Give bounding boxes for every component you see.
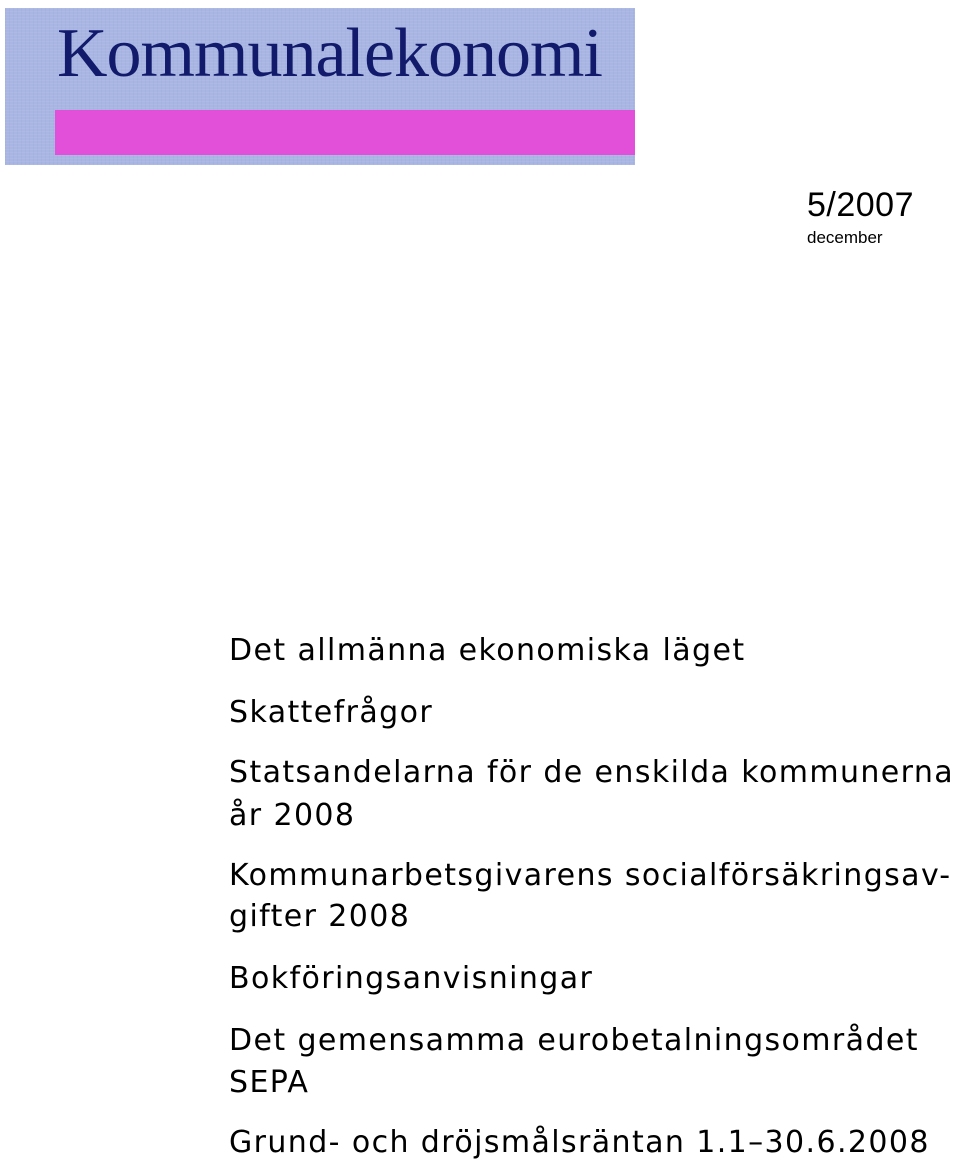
- contents-item-3-line-2: år 2008: [229, 798, 356, 833]
- contents-item-4: Kommunarbetsgivarens socialförsäkringsav-: [229, 858, 952, 893]
- issue-number: 5/2007: [807, 186, 914, 224]
- contents-item-5: Bokföringsanvisningar: [229, 961, 594, 996]
- issue-info: [807, 186, 914, 248]
- masthead-logo: [5, 8, 635, 165]
- contents-item-4-line-2: gifter 2008: [229, 899, 411, 934]
- issue-month: december: [807, 228, 883, 247]
- contents-item-3: Statsandelarna för de enskilda kommunerna: [229, 755, 955, 790]
- contents-item-2: Skattefrågor: [229, 695, 434, 730]
- contents-item-7: Grund- och dröjsmålsräntan 1.1–30.6.2008: [229, 1125, 930, 1160]
- contents-item-6-line-2: SEPA: [229, 1065, 310, 1100]
- contents-item-6: Det gemensamma eurobetalningsområdet: [229, 1023, 919, 1058]
- masthead-accent-bar: [55, 110, 635, 155]
- masthead-title: Kommunalekonomi: [57, 15, 602, 92]
- contents-item-1: Det allmänna ekonomiska läget: [229, 633, 746, 668]
